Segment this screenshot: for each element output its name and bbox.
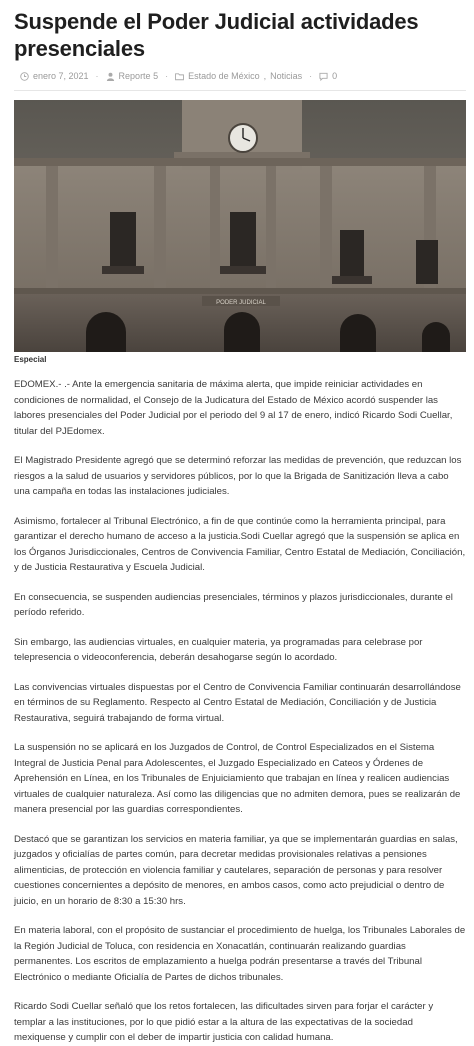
article-paragraph: La suspensión no se aplicará en los Juzgados de Control, de Control Especializados en el Sistema Integral de Justicia Penal para Adolescentes, el Juzgado Especializado en Cateos y Órdenes de Aprehensión en Línea, en los Tribunales de Enjuiciamiento que trabajan en línea y realicen audiencias virtuales de cualquier naturaleza. Así como las diligencias que no admiten demora, pues se realizarán de manera presencial por las guardias correspondientes. xyxy=(14,742,461,815)
meta-separator: · xyxy=(95,71,99,81)
category-comma: , xyxy=(263,71,267,81)
meta-separator: · xyxy=(165,71,169,81)
folder-icon xyxy=(175,72,184,81)
post-meta xyxy=(14,71,466,81)
featured-image[interactable] xyxy=(14,100,466,352)
divider xyxy=(14,90,466,91)
comments-link[interactable]: 0 xyxy=(332,71,338,81)
image-caption: Especial xyxy=(14,355,47,364)
article-paragraph: Destacó que se garantizan los servicios en materia familiar, ya que se implementarán guardias en salas, juzgados y oficialías de partes común, para decretar medidas provisionales relativas a pensiones alimenticias, de protección en violencia familiar y cautelares, separación de personas y para resolver cuestiones concernientes a depósito de menores, en ambos casos, como acto prejudicial o dentro de juicio, en un horario de 8:30 a 15:30 hrs. xyxy=(14,833,458,907)
post-date: enero 7, 2021 xyxy=(33,71,89,81)
user-icon xyxy=(106,72,115,81)
category-link-estado[interactable]: Estado de México xyxy=(188,71,260,81)
article-paragraph: EDOMEX.- .- Ante la emergencia sanitaria de máxima alerta, que impide reiniciar actividades en condiciones de normalidad, el Consejo de la Judicatura del Estado de México acordó suspender las labores presenciales del Poder Judicial por el periodo del 9 al 17 de enero, indicó Ricardo Sodi Cuellar, titular del PJEdomex. xyxy=(14,379,453,437)
building-sign: PODER JUDICIAL xyxy=(216,300,266,306)
author-link[interactable]: Reporte 5 xyxy=(118,71,159,81)
article-title: Suspende el Poder Judicial actividades presenciales xyxy=(14,9,419,61)
article-paragraph: Sin embargo, las audiencias virtuales, en cualquier materia, ya programadas para celebrase por telepresencia o videoconferencia, deberán desahogarse según lo acordado. xyxy=(14,636,423,663)
article-paragraph: Asimismo, fortalecer al Tribunal Electrónico, a fin de que continúe como la herramienta principal, para garantizar el derecho humano de acceso a la justicia.Sodi Cuellar agregó que la suspensión se aplica en los Órganos Jurisdiccionales, Centros de Convivencia Familiar, Centro Estatal de Mediación, Conciliación, y de Justicia Restaurativa y Escuela Judicial. xyxy=(14,515,466,573)
article-paragraph: Las convivencias virtuales dispuestas por el Centro de Convivencia Familiar continuarán desarrollándose en términos de su Reglamento. Respecto al Centro Estatal de Mediación, Conciliación y de Justicia Restaurativa, seguirá trabajando de forma virtual. xyxy=(14,681,461,724)
building-photo xyxy=(14,100,466,352)
article-paragraph: En consecuencia, se suspenden audiencias presenciales, términos y plazos jurisdiccionales, durante el período referido. xyxy=(14,591,453,618)
meta-separator: · xyxy=(309,71,313,81)
article-paragraph: El Magistrado Presidente agregó que se determinó reforzar las medidas de prevención, que reduzcan los riesgos a la salud de usuarios y servidores públicos, por lo que la Brigada de Sanitización lleva a cabo una campaña en todas las instalaciones judiciales. xyxy=(14,455,462,497)
category-link-noticias[interactable]: Noticias xyxy=(270,71,303,81)
comment-icon xyxy=(319,72,328,81)
article-paragraph: En materia laboral, con el propósito de sustanciar el procedimiento de huelga, los Tribunales Laborales de la Región Judicial de Toluca, con residencia en Xonacatlán, continuarán realizando guardias permanentes. Los escritos de emplazamiento a huelga podrán presentarse a través del Tribunal Electrónico o mediante Oficialía de Partes de dichos tribunales. xyxy=(14,925,466,983)
clock-icon xyxy=(20,72,29,81)
article-paragraph: Ricardo Sodi Cuellar señaló que los retos fortalecen, las dificultades sirven para forjar el carácter y templar a las instituciones, por lo que pidió estar a la altura de las expectativas de la sociedad mexiquense y cumplir con el deber de impartir justicia con calidad humana. xyxy=(14,1001,434,1043)
article-body xyxy=(14,377,466,1046)
